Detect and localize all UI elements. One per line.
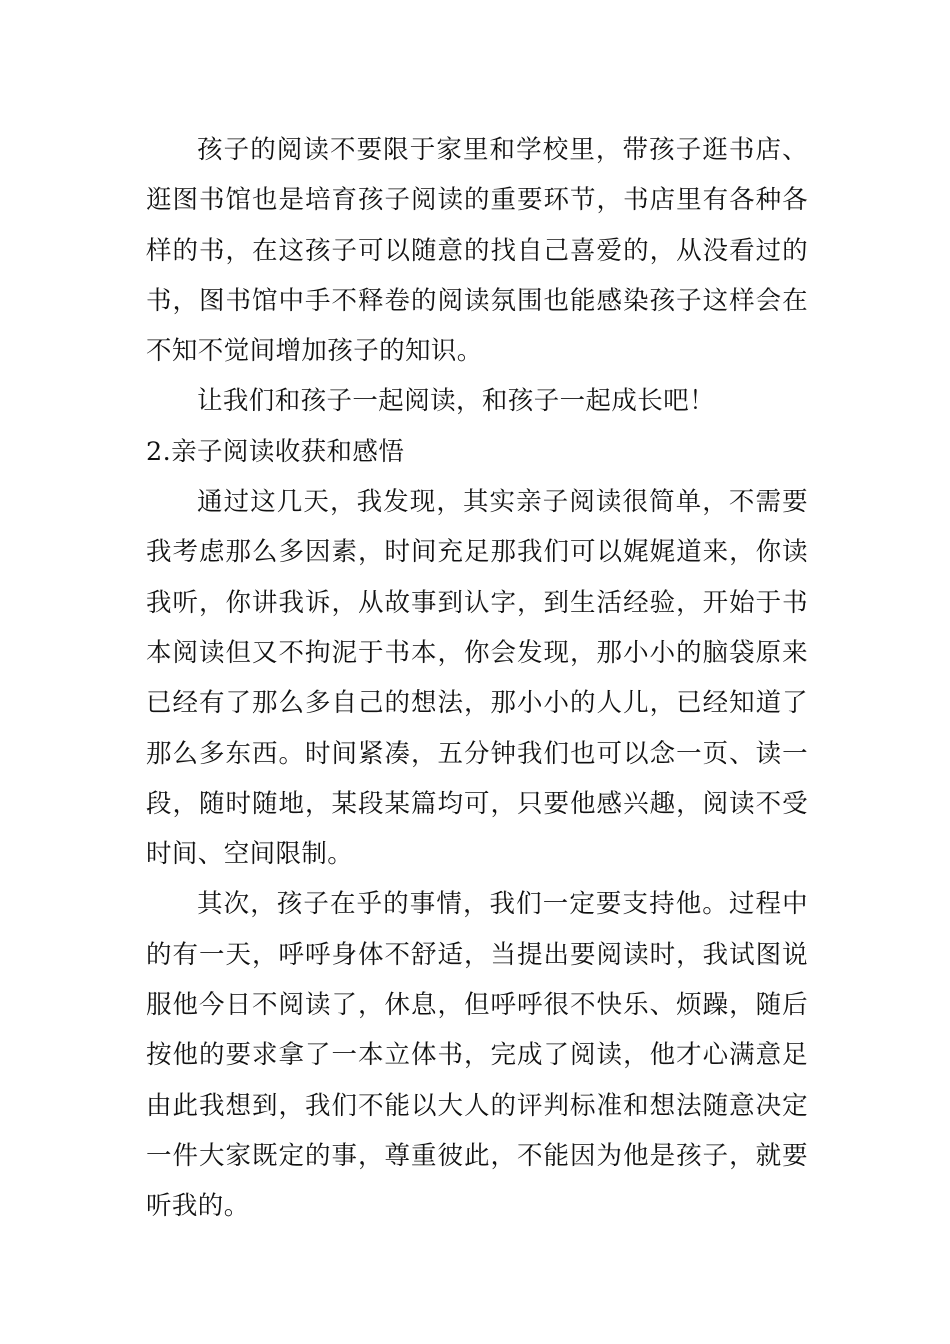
section-heading: 2.亲子阅读收获和感悟 <box>146 436 405 467</box>
paragraph-support-child: 其次，孩子在乎的事情，我们一定要支持他。过程中的有一天，呼呼身体不舒适，当提出要阅读时，我试图说服他今日不阅读了，休息，但呼呼很不快乐、烦躁，随后按他的要求拿了一本立体书，完成了阅读，他才心满意足由此我想到，我们不能以大人的评判标准和想法随意决定一件大家既定的事，尊重彼此，不能因为他是孩子，就要听我的。 <box>146 889 808 1222</box>
paragraph-read-together: 让我们和孩子一起阅读，和孩子一起成长吧！ <box>197 386 716 417</box>
document-body <box>146 125 808 1232</box>
paragraph-reading-is-simple: 通过这几天，我发现，其实亲子阅读很简单，不需要我考虑那么多因素，时间充足那我们可以娓娓道来，你读我听，你讲我诉，从故事到认字，到生活经验，开始于书本阅读但又不拘泥于书本，你会发现，那小小的脑袋原来已经有了那么多自己的想法，那小小的人儿，已经知道了那么多东西。时间紧凑，五分钟我们也可以念一页、读一段，随时随地，某段某篇均可，只要他感兴趣，阅读不受时间、空间限制。 <box>146 487 808 870</box>
paragraph-bookstore-library: 孩子的阅读不要限于家里和学校里，带孩子逛书店、逛图书馆也是培育孩子阅读的重要环节，书店里有各种各样的书，在这孩子可以随意的找自己喜爱的，从没看过的书，图书馆中手不释卷的阅读氛围也能感染孩子这样会在不知不觉间增加孩子的知识。 <box>146 135 808 367</box>
